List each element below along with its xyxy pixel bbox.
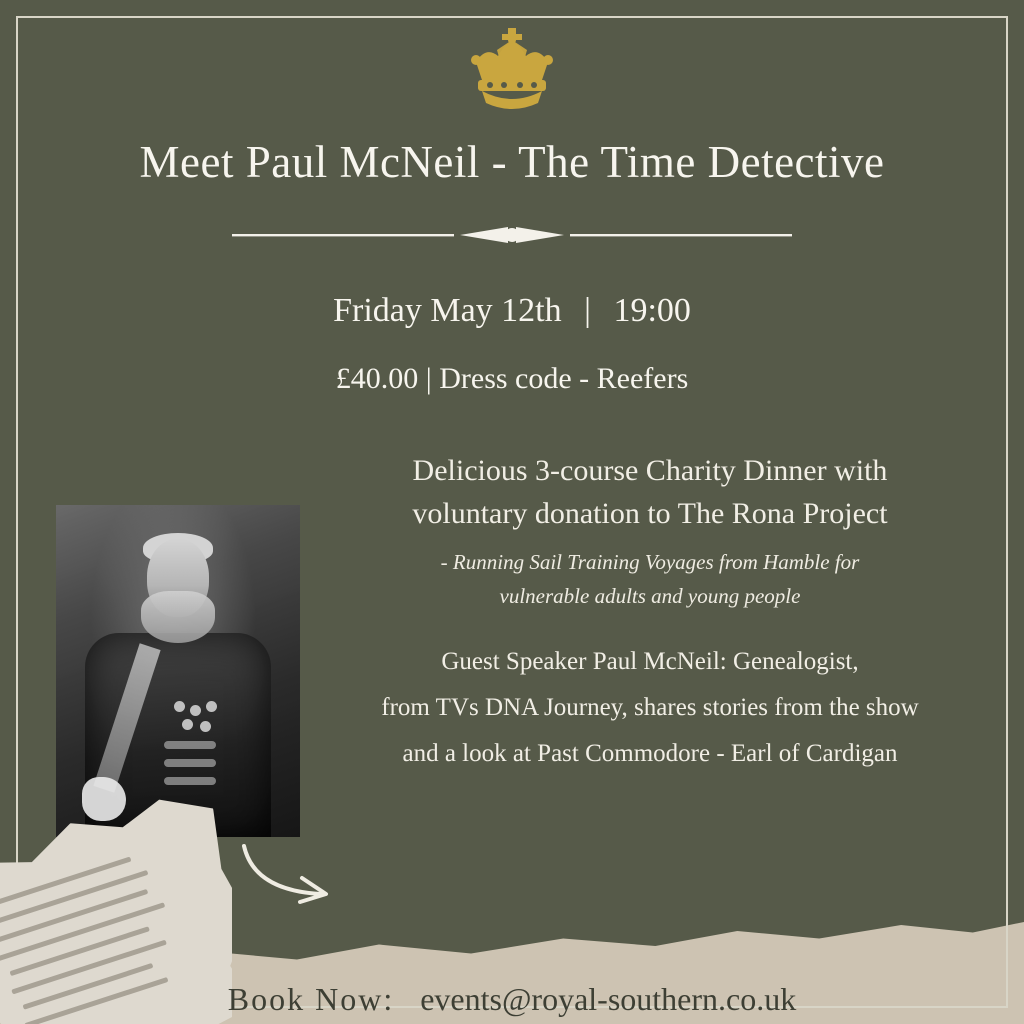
datetime-separator: | [584, 292, 591, 329]
ornamental-divider [0, 222, 1024, 248]
event-time: 19:00 [613, 292, 691, 329]
description-line-1: Delicious 3-course Charity Dinner with [412, 454, 888, 487]
event-description [316, 450, 984, 774]
curved-arrow-icon [238, 842, 378, 913]
portrait-earl-of-cardigan [56, 505, 300, 837]
speaker-line-1: Guest Speaker Paul McNeil: Genealogist, [441, 648, 859, 676]
description-line-2: voluntary donation to The Rona Project [412, 496, 888, 530]
charity-subnote-line-2: vulnerable adults and young people [499, 583, 801, 608]
portrait-medal [206, 701, 217, 712]
speaker-line-2: from TVs DNA Journey, shares stories from the show [381, 694, 919, 722]
portrait-braid [164, 741, 216, 749]
price-and-dress-code: £40.00 | Dress code - Reefers [335, 362, 689, 395]
booking-email-link[interactable]: events@royal-southern.co.uk [420, 981, 797, 1017]
event-date: Friday May 12th [333, 292, 562, 329]
portrait-medal [174, 701, 185, 712]
page-title: Meet Paul McNeil - The Time Detective [139, 137, 885, 187]
portrait-braid [164, 759, 216, 767]
booking-line [0, 981, 1024, 1018]
crown-icon [0, 28, 1024, 114]
book-now-label: Book Now: [227, 981, 395, 1017]
portrait-medal [182, 719, 193, 730]
portrait-medal [190, 705, 201, 716]
charity-subnote-line-1: - Running Sail Training Voyages from Hamble for [440, 550, 860, 575]
portrait-beard [141, 591, 215, 643]
portrait-medal [200, 721, 211, 732]
portrait-braid [164, 777, 216, 785]
event-datetime [0, 292, 1024, 330]
speaker-line-3: and a look at Past Commodore - Earl of Cardigan [402, 740, 898, 768]
